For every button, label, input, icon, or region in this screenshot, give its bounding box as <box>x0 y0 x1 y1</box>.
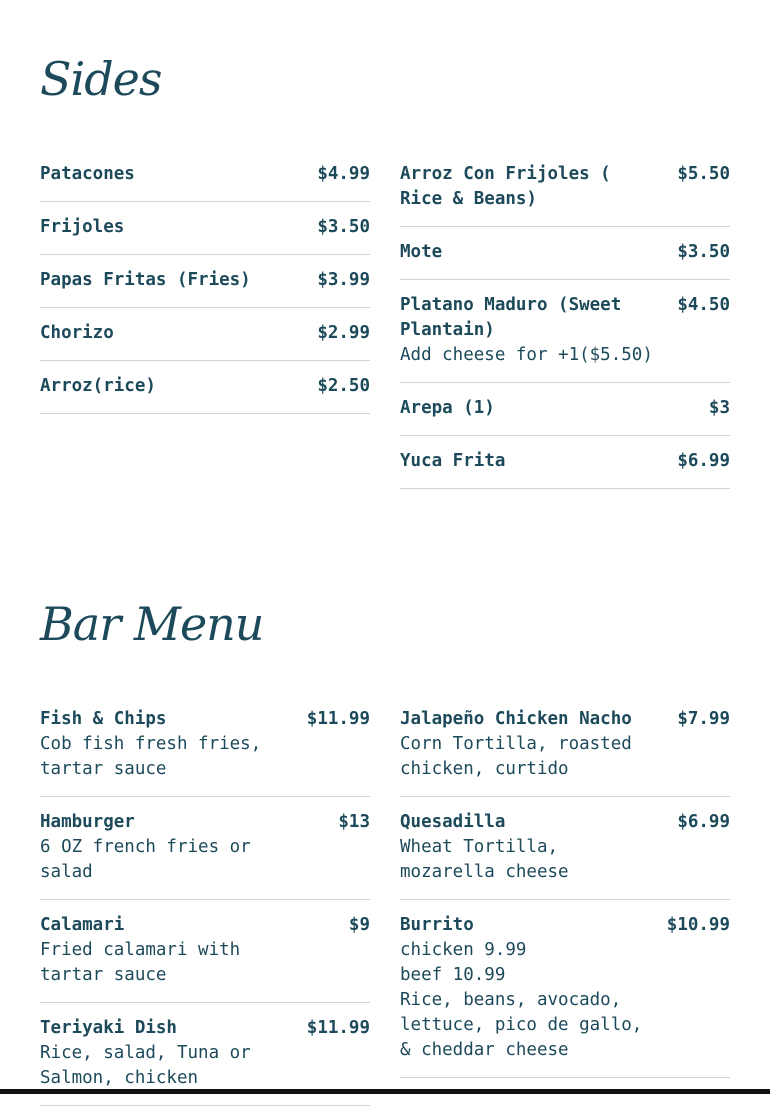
item-name: Arroz Con Frijoles ( Rice & Beans) <box>400 164 622 209</box>
bar-menu-title: Bar Menu <box>40 597 264 651</box>
item-name: Quesadilla <box>400 812 506 832</box>
item-price: $3.50 <box>317 217 370 237</box>
item-description: Cob fish fresh fries, tartar sauce <box>40 734 272 779</box>
item-name: Calamari <box>40 915 125 935</box>
menu-item <box>400 227 730 280</box>
item-description: Add cheese for +1($5.50) <box>400 345 653 365</box>
menu-item <box>400 707 730 797</box>
item-price: $4.99 <box>317 164 370 184</box>
menu-item <box>40 707 370 797</box>
item-price: $3 <box>708 398 730 418</box>
item-price: $10.99 <box>666 915 730 935</box>
item-price: $7.99 <box>677 709 730 729</box>
item-price: $13 <box>338 812 370 832</box>
item-price: $3.50 <box>677 242 730 262</box>
item-name: Frijoles <box>40 217 125 237</box>
item-name: Patacones <box>40 164 135 184</box>
item-description: Fried calamari with tartar sauce <box>40 940 251 985</box>
item-name: Chorizo <box>40 323 114 343</box>
bar-left-column <box>40 707 370 1106</box>
item-name: Jalapeño Chicken Nacho <box>400 709 632 729</box>
item-name: Arepa (1) <box>400 398 495 418</box>
item-price: $3.99 <box>317 270 370 290</box>
item-description: Rice, salad, Tuna or Salmon, chicken <box>40 1043 262 1088</box>
item-description: Wheat Tortilla, mozarella cheese <box>400 837 569 882</box>
menu-item <box>400 162 730 227</box>
item-description: chicken 9.99 beef 10.99 Rice, beans, avocado, lettuce, pico de gallo, & cheddar cheese <box>400 940 643 1060</box>
menu-item <box>40 361 370 414</box>
item-price: $5.50 <box>677 164 730 184</box>
item-price: $11.99 <box>306 709 370 729</box>
item-name: Teriyaki Dish <box>40 1018 177 1038</box>
sides-title: Sides <box>40 52 162 106</box>
menu-item <box>40 900 370 1003</box>
item-name: Yuca Frita <box>400 451 506 471</box>
item-price: $11.99 <box>306 1018 370 1038</box>
menu-item <box>40 162 370 202</box>
item-price: $2.99 <box>317 323 370 343</box>
bottom-edge-bar <box>0 1089 770 1094</box>
item-description: 6 OZ french fries or salad <box>40 837 262 882</box>
item-price: $9 <box>348 915 370 935</box>
menu-item <box>400 383 730 436</box>
bar-right-column <box>400 707 730 1078</box>
sides-right-column <box>400 162 730 489</box>
menu-item <box>400 797 730 900</box>
item-name: Burrito <box>400 915 474 935</box>
item-name: Papas Fritas (Fries) <box>40 270 251 290</box>
item-price: $4.50 <box>677 295 730 315</box>
menu-item <box>400 436 730 489</box>
item-name: Hamburger <box>40 812 135 832</box>
item-name: Fish & Chips <box>40 709 167 729</box>
menu-item <box>400 280 730 383</box>
menu-item <box>40 255 370 308</box>
item-name: Arroz(rice) <box>40 376 156 396</box>
menu-item <box>40 308 370 361</box>
item-price: $2.50 <box>317 376 370 396</box>
menu-item <box>40 797 370 900</box>
item-price: $6.99 <box>677 451 730 471</box>
item-name: Platano Maduro (Sweet Plantain) <box>400 295 632 340</box>
menu-item <box>400 900 730 1078</box>
item-description: Corn Tortilla, roasted chicken, curtido <box>400 734 643 779</box>
sides-left-column <box>40 162 370 414</box>
item-price: $6.99 <box>677 812 730 832</box>
item-name: Mote <box>400 242 443 262</box>
menu-item <box>40 202 370 255</box>
